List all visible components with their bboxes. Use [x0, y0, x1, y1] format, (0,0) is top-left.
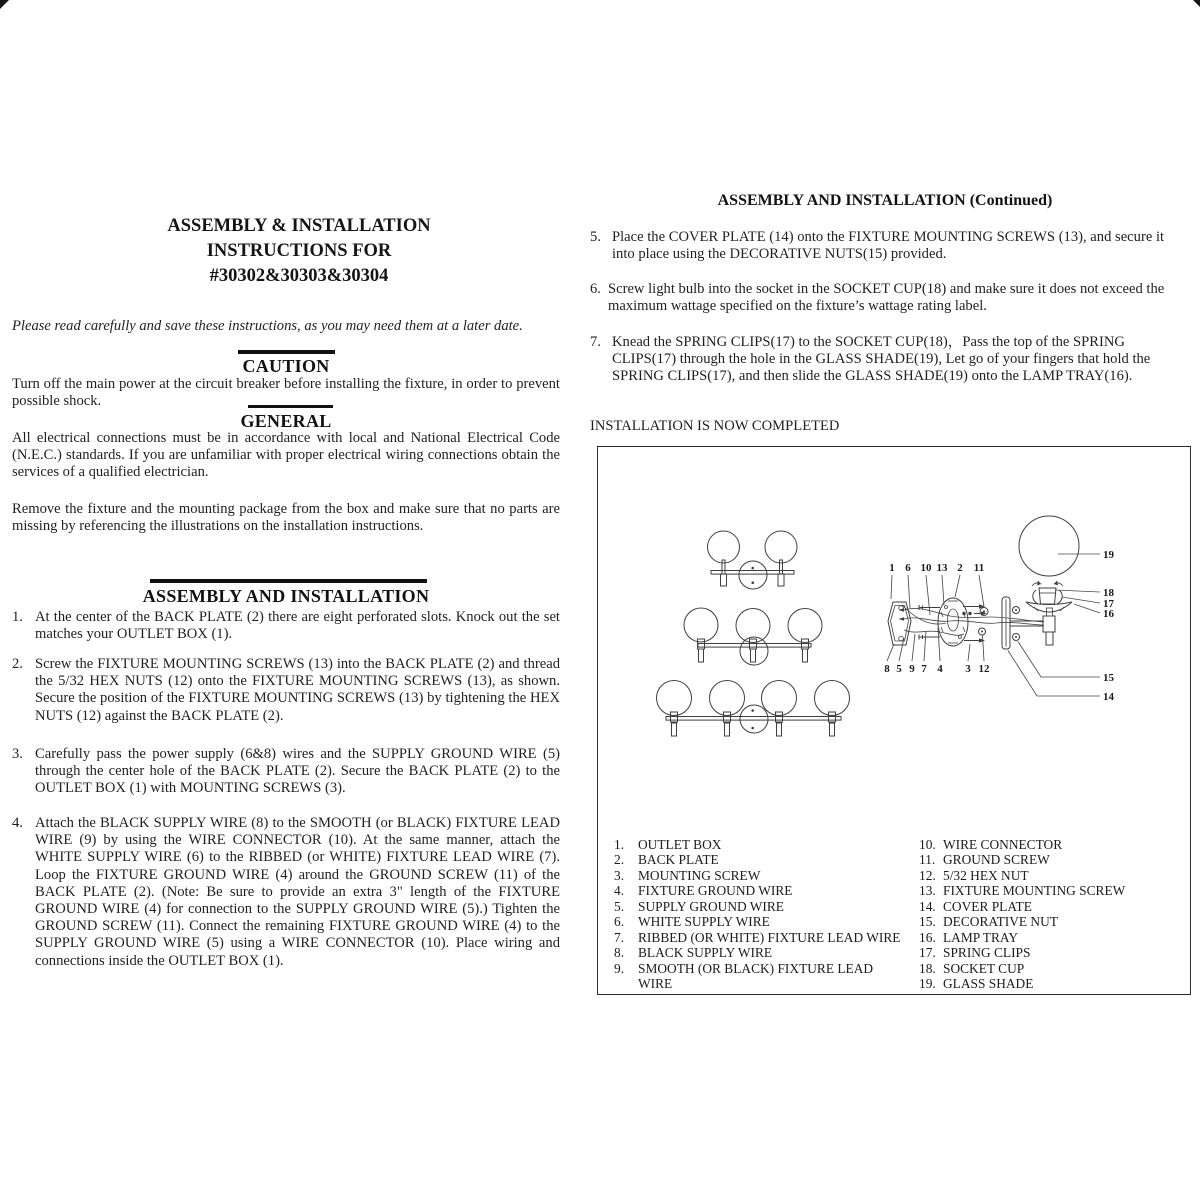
- callout-2: 2: [957, 562, 963, 574]
- step-7-text: Knead the SPRING CLIPS(17) to the SOCKET CUP(18)，Pass the top of the SPRING CLIPS(17) through the hole in the GLASS SHADE(19), Let go of your fingers that hold the SPRING CLIPS(17), and then slide the GLASS SHADE(19) onto the LAMP TRAY(16).: [612, 334, 1151, 385]
- part-2-label: BACK PLATE: [638, 852, 719, 868]
- part-1-number: 1.: [614, 837, 625, 852]
- back-plate-drawing: [938, 598, 968, 646]
- part-15-number: 15.: [919, 914, 936, 930]
- general-heading-rule: [248, 405, 333, 409]
- part-row-11: [919, 852, 1181, 867]
- part-9-label: SMOOTH (OR BLACK) FIXTURE LEAD WIRE: [638, 960, 874, 992]
- step-5-text: Place the COVER PLATE (14) onto the FIXTURE MOUNTING SCREWS (13), and secure it into place using the DECORATIVE NUTS(15) provided.: [612, 229, 1165, 263]
- step-2-number: 2.: [12, 656, 23, 672]
- callout-18: 18: [1103, 587, 1114, 599]
- caution-body: Turn off the main power at the circuit breaker before installing the fixture, in order to prevent possible shock.: [12, 376, 560, 410]
- step-1: [12, 609, 560, 643]
- part-row-14: [919, 899, 1181, 914]
- step-4-text: Attach the BLACK SUPPLY WIRE (8) to the SMOOTH (or BLACK) FIXTURE LEAD WIRE (9) by using the WIRE CONNECTOR (10). At the same manner, attach the WHITE SUPPLY WIRE (6) to the RIBBED (or WHITE) FIXTURE LEAD WIRE (7). Loop the FIXTURE GROUND WIRE (4) around the GROUND SCREW (11) of the BACK PLATE (2). (Note: Be sure to provide an extra 3" length of the FIXTURE GROUND WIRE (4) for connection to the SUPPLY GROUND WIRE (5).) Tighten the GROUND SCREW (11). Connect the remaining FIXTURE GROUND WIRE (4) to the SUPPLY GROUND WIRE (5) using a WIRE CONNECTOR (10). Place wiring and connections inside the OUTLET BOX (1).: [35, 815, 560, 969]
- part-10-label: WIRE CONNECTOR: [943, 837, 1063, 852]
- part-row-13: [919, 883, 1181, 898]
- part-13-number: 13.: [919, 883, 936, 899]
- part-12-number: 12.: [919, 867, 936, 883]
- part-5-label: SUPPLY GROUND WIRE: [638, 898, 784, 914]
- step-7: [590, 334, 1168, 386]
- general-heading: GENERAL: [240, 411, 332, 431]
- callout-12: 12: [978, 663, 990, 675]
- callout-10: 10: [920, 562, 932, 574]
- scan-artifact-top-right: [1193, 0, 1200, 7]
- callout-numbers: [884, 549, 1114, 703]
- part-6-label: WHITE SUPPLY WIRE: [638, 914, 770, 930]
- part-16-number: 16.: [919, 929, 936, 945]
- step-7-number: 7.: [590, 334, 601, 350]
- title-line-1: ASSEMBLY & INSTALLATION: [167, 216, 431, 236]
- part-row-9: [614, 961, 908, 992]
- part-7-number: 7.: [614, 929, 625, 945]
- part-row-12: [919, 868, 1181, 883]
- part-14-number: 14.: [919, 898, 936, 914]
- part-4-number: 4.: [614, 883, 625, 899]
- continued-heading: ASSEMBLY AND INSTALLATION (Continued): [717, 192, 1053, 209]
- part-row-19: [919, 976, 1181, 991]
- part-12-label: 5/32 HEX NUT: [943, 867, 1029, 883]
- part-19-number: 19.: [919, 976, 936, 992]
- glass-shade-drawing: [1019, 516, 1079, 576]
- callout-15: 15: [1103, 672, 1114, 684]
- part-row-3: [614, 868, 908, 883]
- callout-7: 7: [921, 663, 927, 675]
- step-3-text: Carefully pass the power supply (6&8) wires and the SUPPLY GROUND WIRE (5) through the center hole of the BACK PLATE (2). Secure the BACK PLATE (2) to the OUTLET BOX (1) with MOUNTING SCREWS (3).: [35, 746, 560, 797]
- callout-4: 4: [937, 663, 943, 675]
- installation-completed-text: INSTALLATION IS NOW COMPLETED: [590, 418, 840, 434]
- part-18-number: 18.: [919, 960, 936, 976]
- step-4: [12, 815, 560, 970]
- part-row-16: [919, 930, 1181, 945]
- callout-9: 9: [909, 663, 915, 675]
- step-6-number: 6.: [590, 281, 601, 297]
- part-7-label: RIBBED (OR WHITE) FIXTURE LEAD WIRE: [638, 929, 901, 945]
- part-11-number: 11.: [919, 852, 936, 868]
- step-5-number: 5.: [590, 229, 601, 245]
- step-6: [590, 281, 1168, 315]
- part-8-number: 8.: [614, 945, 625, 961]
- step-2: [12, 656, 560, 725]
- part-row-17: [919, 945, 1181, 960]
- three-light-fixture-drawing: [684, 608, 822, 665]
- part-row-2: [614, 852, 908, 867]
- part-15-label: DECORATIVE NUT: [943, 914, 1058, 930]
- part-3-number: 3.: [614, 867, 625, 883]
- part-row-7: [614, 930, 908, 945]
- part-row-5: [614, 899, 908, 914]
- part-3-label: MOUNTING SCREW: [638, 867, 761, 883]
- part-17-label: SPRING CLIPS: [943, 945, 1031, 961]
- caution-heading: CAUTION: [242, 356, 330, 376]
- assembly-heading-rule: [150, 579, 427, 584]
- general-body-2: Remove the fixture and the mounting package from the box and make sure that no parts are missing by referencing the illustrations on the installation instructions.: [12, 501, 560, 535]
- part-10-number: 10.: [919, 837, 936, 852]
- step-1-text: At the center of the BACK PLATE (2) there are eight perforated slots. Knock out the set matches your OUTLET BOX (1).: [35, 609, 560, 643]
- part-6-number: 6.: [614, 914, 625, 930]
- callout-16: 16: [1103, 608, 1114, 620]
- part-9-number: 9.: [614, 960, 625, 976]
- part-1-label: OUTLET BOX: [638, 837, 722, 852]
- part-18-label: SOCKET CUP: [943, 960, 1025, 976]
- outlet-box-drawing: [888, 602, 911, 645]
- callout-6: 6: [905, 562, 911, 574]
- part-row-6: [614, 914, 908, 929]
- part-19-label: GLASS SHADE: [943, 976, 1034, 992]
- part-11-label: GROUND SCREW: [943, 852, 1050, 868]
- callout-8: 8: [884, 663, 890, 675]
- part-row-18: [919, 961, 1181, 976]
- part-13-label: FIXTURE MOUNTING SCREW: [943, 883, 1126, 899]
- socket-cup-drawing: [1039, 588, 1056, 604]
- part-8-label: BLACK SUPPLY WIRE: [638, 945, 773, 961]
- two-light-fixture-drawing: [708, 531, 798, 589]
- step-4-number: 4.: [12, 815, 23, 831]
- step-3: [12, 746, 560, 798]
- scan-artifact-top-left: [0, 0, 9, 9]
- part-row-10: [919, 837, 1181, 852]
- callout-19: 19: [1103, 549, 1114, 561]
- callout-3: 3: [965, 663, 971, 675]
- title-line-2: INSTRUCTIONS FOR: [206, 241, 392, 261]
- callout-13: 13: [936, 562, 948, 574]
- step-2-text: Screw the FIXTURE MOUNTING SCREWS (13) into the BACK PLATE (2) and thread the 5/32 HEX NUTS (12) onto the FIXTURE MOUNTING SCREWS (13), as shown. Secure the position of the FIXTURE MOUNTING SCREWS (13) by tightening the HEX NUTS (12) against the BACK PLATE (2).: [35, 656, 560, 724]
- assembly-heading: ASSEMBLY AND INSTALLATION: [142, 586, 430, 606]
- step-5: [590, 229, 1168, 263]
- part-row-4: [614, 883, 908, 898]
- spring-clips-drawing: [1032, 581, 1063, 605]
- document-title: [0, 214, 598, 289]
- parts-list-left: [614, 837, 908, 992]
- part-row-1: [614, 837, 908, 852]
- part-14-label: COVER PLATE: [943, 898, 1032, 914]
- callout-11: 11: [973, 562, 985, 574]
- ground-screw-drawing: [979, 608, 989, 636]
- general-body-1: All electrical connections must be in accordance with local and National Electrical Code (N.E.C.) standards. If you are unfamiliar with proper electrical wiring connections obtain the services of a qualified electrician.: [12, 430, 560, 481]
- step-1-number: 1.: [12, 609, 23, 625]
- title-line-3: #30302&30303&30304: [209, 266, 389, 286]
- wires-drawing: [899, 605, 1045, 635]
- step-6-text: Screw light bulb into the socket in the SOCKET CUP(18) and make sure it does not exceed the maximum wattage specified on the fixture’s wattage rating label.: [608, 281, 1165, 315]
- step-3-number: 3.: [12, 746, 23, 762]
- parts-list-right: [919, 837, 1181, 992]
- part-2-number: 2.: [614, 852, 625, 868]
- part-4-label: FIXTURE GROUND WIRE: [638, 883, 793, 899]
- callout-leader-lines: [887, 554, 1100, 696]
- callout-17: 17: [1103, 598, 1114, 610]
- four-light-fixture-drawing: [657, 681, 850, 737]
- callout-1: 1: [889, 562, 895, 574]
- intro-note: Please read carefully and save these instructions, as you may need them at a later date.: [12, 318, 523, 334]
- part-16-label: LAMP TRAY: [943, 929, 1019, 945]
- part-17-number: 17.: [919, 945, 936, 961]
- callout-5: 5: [896, 663, 902, 675]
- figure-box: [597, 446, 1191, 995]
- part-5-number: 5.: [614, 898, 625, 914]
- caution-heading-rule: [238, 350, 335, 354]
- part-row-15: [919, 914, 1181, 929]
- callout-14: 14: [1103, 691, 1114, 703]
- part-row-8: [614, 945, 908, 960]
